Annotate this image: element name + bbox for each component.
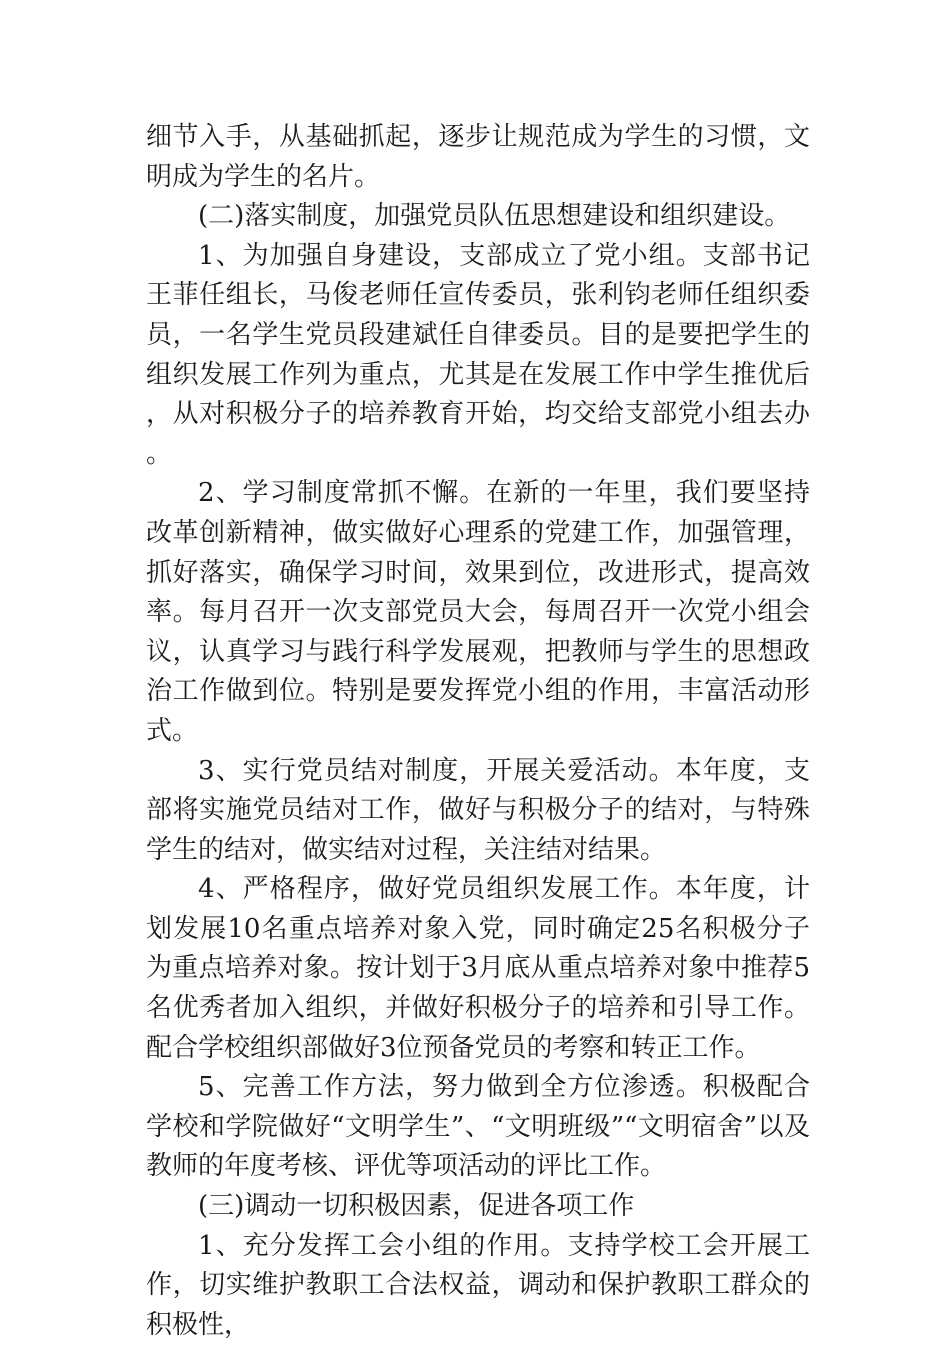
paragraph-item-5: 5、完善工作方法，努力做到全方位渗透。积极配合学校和学院做好“文明学生”、“文明班级”“文明宿舍”以及教师的年度考核、评优等项活动的评比工作。: [146, 1072, 810, 1182]
paragraph-continuation: 细节入手，从基础抓起，逐步让规范成为学生的习惯，文明成为学生的名片。: [146, 122, 810, 192]
section-heading-3: (三)调动一切积极因素，促进各项工作: [198, 1191, 635, 1222]
paragraph-item-1: 1、为加强自身建设，支部成立了党小组。支部书记王菲任组长，马俊老师任宣传委员，张利钧老师任组织委员，一名学生党员段建斌任自律委员。目的是要把学生的组织发展工作列为重点，尤其是在发展工作中学生推优后，从对积极分子的培养教育开始，均交给支部党小组去办。: [146, 240, 810, 469]
paragraph-item-3-1: 1、充分发挥工会小组的作用。支持学校工会开展工作，切实维护教职工合法权益，调动和保护教职工群众的积极性，: [146, 1230, 810, 1340]
paragraph-item-4: 4、严格程序，做好党员组织发展工作。本年度，计划发展10名重点培养对象入党，同时确定25名积极分子为重点培养对象。按计划于3月底从重点培养对象中推荐5名优秀者加入组织，并做好积极分子的培养和引导工作。配合学校组织部做好3位预备党员的考察和转正工作。: [146, 874, 810, 1063]
paragraph-item-3: 3、实行党员结对制度，开展关爱活动。本年度，支部将实施党员结对工作，做好与积极分子的结对，与特殊学生的结对，做实结对过程，关注结对结果。: [146, 755, 810, 865]
section-heading-2: (二)落实制度，加强党员队伍思想建设和组织建设。: [198, 201, 791, 232]
document-body: [146, 118, 810, 1345]
paragraph-item-2: 2、学习制度常抓不懈。在新的一年里，我们要坚持改革创新精神，做实做好心理系的党建工作，加强管理，抓好落实，确保学习时间，效果到位，改进形式，提高效率。每月召开一次支部党员大会，每周召开一次党小组会议，认真学习与践行科学发展观，把教师与学生的思想政治工作做到位。特别是要发挥党小组的作用，丰富活动形式。: [146, 478, 810, 746]
